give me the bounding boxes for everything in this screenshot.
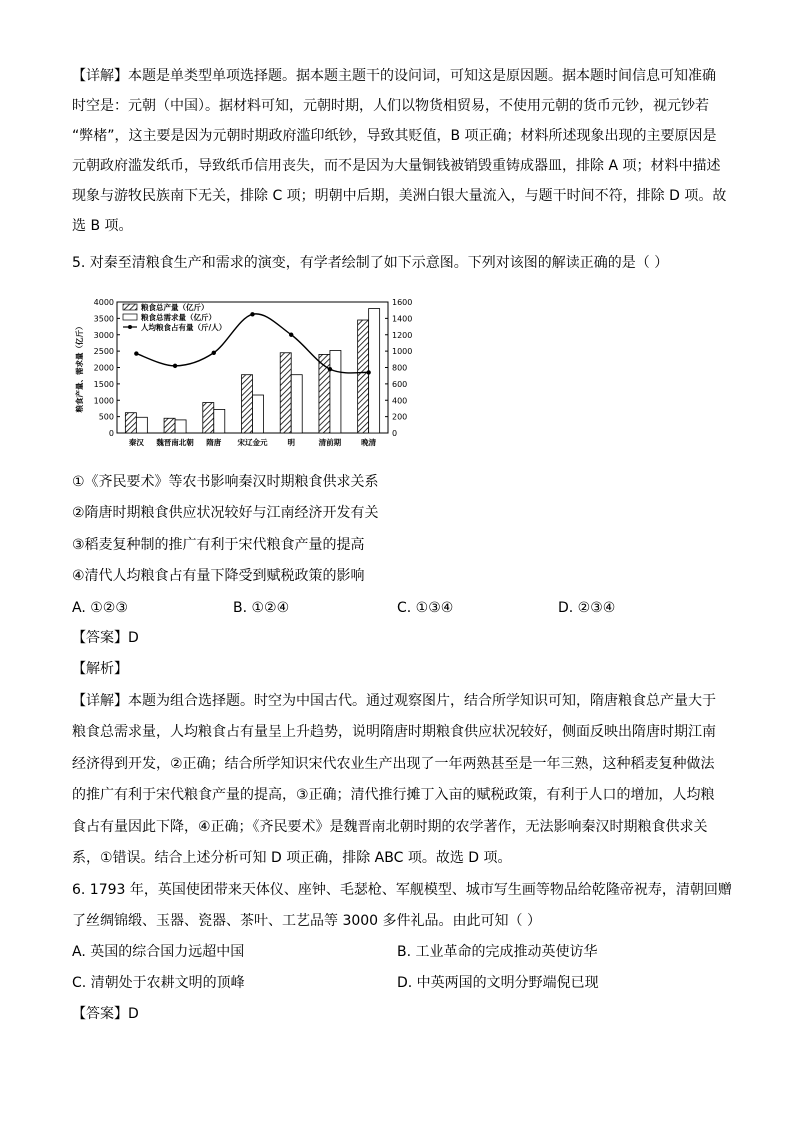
y-tick-label: 0: [108, 429, 114, 438]
q5-statement: ①《齐民要术》等农书影响秦汉时期粮食供求关系: [72, 474, 379, 490]
x-tick-label: 明: [287, 438, 295, 447]
intro-line: 现象与游牧民族南下无关，排除 C 项；明朝中后期，美洲白银大量流入，与题干时间不符，排除 D 项。故: [72, 188, 727, 204]
per-capita-point: [289, 333, 293, 337]
legend-label-per-capita: 人均粮食占有量（斤/人）: [141, 323, 227, 332]
x-tick-label: 秦汉: [128, 438, 144, 447]
q5-detail-line: 【详解】本题为组合选择题。时空为中国古代。通过观察图片，结合所学知识可知，隋唐粮食总产量大于: [72, 693, 716, 709]
x-tick-label: 魏晋南北朝: [156, 438, 194, 447]
x-tick-label: 清前期: [318, 438, 342, 447]
q5-detail-line: 粮食总需求量，人均粮食占有量呈上升趋势，说明隋唐时期粮食供应状况较好，侧面反映出隋唐时期江南: [72, 724, 716, 740]
y-tick-label: 4000: [93, 298, 114, 307]
legend-swatch-production: [123, 304, 137, 310]
per-capita-point: [366, 370, 370, 374]
bar-demand: [291, 375, 302, 433]
per-capita-point: [250, 312, 254, 316]
bar-demand: [369, 309, 380, 433]
legend-label-production: 粮食总产量（亿斤）: [141, 303, 209, 312]
y-tick-label: 500: [98, 412, 114, 422]
intro-line: 时空是：元朝（中国）。据材料可知，元朝时期，人们以物货相贸易，不使用元朝的货币元钞，视元钞若: [72, 98, 709, 114]
intro-line: “弊楮”，这主要是因为元朝时期政府滥印纸钞，导致其贬值，B 项正确；材料所述现象出现的主要原因是: [72, 128, 717, 144]
q5-statement: ③稻麦复种制的推广有利于宋代粮食产量的提高: [72, 537, 365, 553]
q5-statement: ④清代人均粮食占有量下降受到赋税政策的影响: [72, 568, 365, 584]
y2-tick-label: 1200: [392, 330, 412, 340]
q6-option-d: D. 中英两国的文明分野端倪已现: [397, 975, 599, 991]
bar-production: [280, 353, 291, 433]
y-tick-label: 2500: [93, 347, 114, 357]
q5-detail-line: 的推广有利于宋代粮食产量的提高，③正确；清代推行摊丁入亩的赋税政策，有利于人口的增加，人均粮: [72, 787, 715, 803]
q5-option-d: D. ②③④: [558, 600, 616, 616]
y-axis-label: 粮食产量、需求量（亿斤）: [75, 322, 84, 413]
grain-chart: [66, 288, 412, 464]
q6-stem-line: 6. 1793 年，英国使团带来天体仪、座钟、毛瑟枪、军舰模型、城市写生画等物品给乾隆帝祝寿，清朝回赠: [72, 882, 732, 898]
intro-line: 元朝政府滥发纸币，导致纸币信用丧失，而不是因为大量铜钱被销毁重铸成器皿，排除 A 项；材料中描述: [72, 158, 721, 174]
per-capita-point: [173, 364, 177, 368]
legend-label-demand: 粮食总需求量（亿斤）: [141, 313, 216, 322]
x-tick-label: 晚清: [361, 438, 377, 447]
y2-tick-label: 1400: [392, 314, 412, 324]
bar-demand: [136, 417, 147, 433]
q6-option-b: B. 工业革命的完成推动英使访华: [397, 944, 598, 960]
bar-production: [164, 418, 175, 433]
y-tick-label: 3000: [93, 330, 114, 340]
q5-detail-line: 食占有量因此下降，④正确；《齐民要术》是魏晋南北朝时期的农学著作，无法影响秦汉时期粮食供求关: [72, 819, 708, 835]
y-tick-label: 3500: [93, 314, 114, 324]
bar-demand: [330, 350, 341, 433]
x-tick-label: 宋辽金元: [237, 438, 268, 447]
bar-production: [358, 320, 369, 433]
y2-tick-label: 200: [392, 412, 408, 422]
bar-demand: [253, 395, 264, 433]
y-tick-label: 1000: [93, 396, 114, 406]
q5-detail-line: 系，①错误。结合上述分析可知 D 项正确，排除 ABC 项。故选 D 项。: [72, 850, 512, 866]
q6-option-c: C. 清朝处于农耕文明的顶峰: [72, 975, 245, 991]
intro-line: 【详解】本题是单类型单项选择题。据本题主题干的设问词，可知这是原因题。据本题时间信息可知准确: [72, 68, 716, 84]
q5-analysis-label: 【解析】: [72, 661, 128, 677]
q5-option-c: C. ①③④: [397, 600, 454, 616]
y2-tick-label: 800: [392, 363, 408, 373]
q6-stem-line: 了丝绸锦缎、玉器、瓷器、茶叶、工艺品等 3000 多件礼品。由此可知（ ）: [72, 913, 541, 929]
intro-line: 选 B 项。: [72, 218, 133, 234]
bar-demand: [214, 409, 225, 433]
x-tick-label: 隋唐: [206, 438, 222, 447]
y-tick-label: 2000: [93, 363, 114, 373]
y2-tick-label: 1600: [392, 298, 412, 307]
q6-answer: 【答案】D: [72, 1006, 139, 1022]
q6-option-a: A. 英国的综合国力远超中国: [72, 944, 245, 960]
bar-production: [125, 413, 136, 433]
q5-detail-line: 经济得到开发，②正确；结合所学知识宋代农业生产出现了一年两熟甚至是一年三熟，这种稻麦复种做法: [72, 756, 715, 772]
q5-option-a: A. ①②③: [72, 600, 128, 616]
q5-stem: 5. 对秦至清粮食生产和需求的演变，有学者绘制了如下示意图。下列对该图的解读正确的是（ ）: [72, 255, 669, 271]
per-capita-point: [212, 351, 216, 355]
q5-option-b: B. ①②④: [233, 600, 290, 616]
per-capita-point: [328, 367, 332, 371]
legend-swatch-demand: [123, 314, 137, 320]
bar-demand: [175, 420, 186, 433]
q5-answer: 【答案】D: [72, 630, 139, 646]
y2-tick-label: 600: [392, 379, 408, 389]
grain-chart-svg: [66, 288, 412, 464]
per-capita-point: [134, 351, 138, 355]
y2-tick-label: 400: [392, 396, 408, 406]
y-tick-label: 1500: [93, 379, 114, 389]
y2-tick-label: 1000: [392, 347, 412, 357]
bar-production: [242, 375, 253, 433]
y2-tick-label: 0: [392, 429, 398, 438]
legend-swatch-per-capita-dot: [128, 325, 132, 329]
bar-production: [203, 403, 214, 433]
q5-statement: ②隋唐时期粮食供应状况较好与江南经济开发有关: [72, 505, 379, 521]
